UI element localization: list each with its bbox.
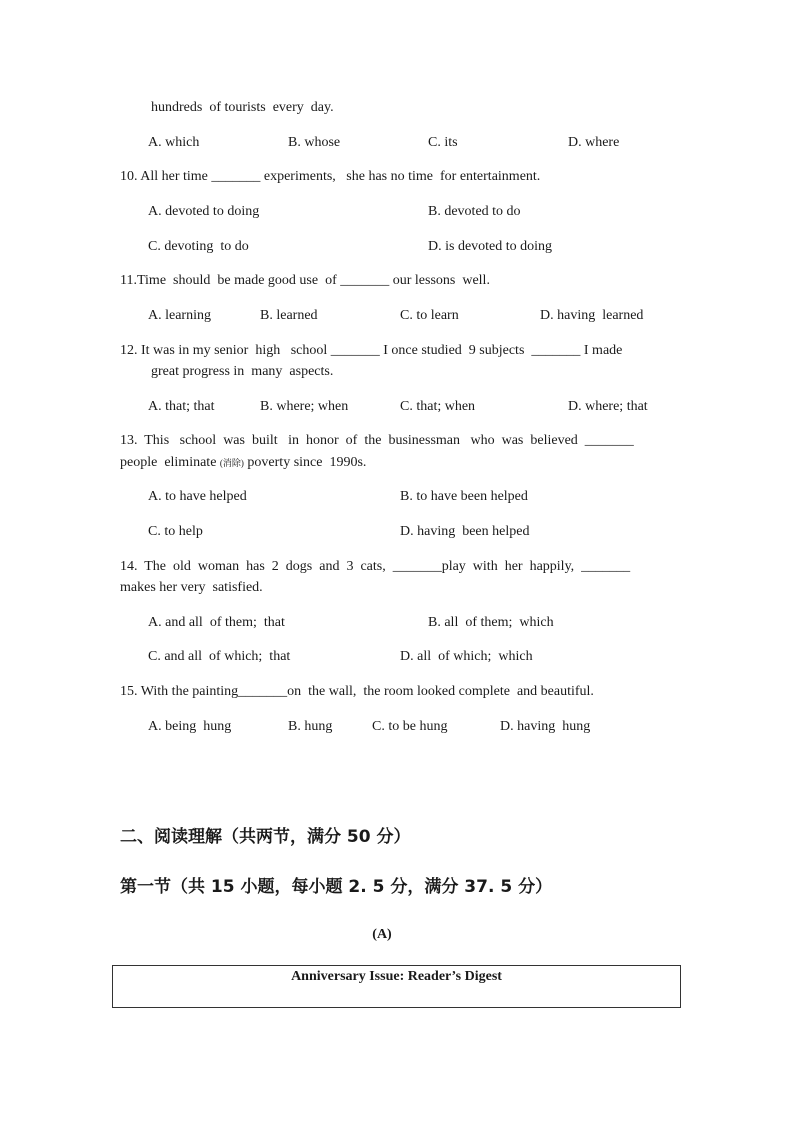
q13-option-d: D. having been helped	[400, 524, 530, 539]
q12-stem-line2: great progress in many aspects.	[151, 364, 334, 379]
q13-option-b: B. to have been helped	[400, 489, 528, 504]
q12-option-a: A. that; that	[148, 399, 215, 414]
q9-option-a: A. which	[148, 135, 200, 150]
q13-chinese-gloss: (消除)	[219, 458, 244, 468]
q13-stem-line2	[120, 454, 366, 472]
q11-option-c: C. to learn	[400, 308, 459, 323]
q15-option-b: B. hung	[288, 719, 333, 734]
q14-option-c: C. and all of which; that	[148, 649, 291, 664]
q13-stem-text-a: people eliminate	[120, 455, 220, 470]
q11-stem: 11.Time should be made good use of _______ our lessons well.	[120, 273, 490, 288]
q11-option-d: D. having learned	[540, 308, 644, 323]
q14-option-a: A. and all of them; that	[148, 615, 285, 630]
q15-option-d: D. having hung	[500, 719, 591, 734]
q9-option-c: C. its	[428, 135, 458, 150]
q13-stem-text-b: poverty since 1990s.	[243, 455, 367, 470]
q13-stem-line1: 13. This school was built in honor of the businessman who was believed _______	[120, 433, 634, 448]
q10-option-d: D. is devoted to doing	[428, 239, 553, 254]
q11-option-b: B. learned	[260, 308, 318, 323]
passage-box	[112, 965, 681, 1008]
q12-option-b: B. where; when	[260, 399, 349, 414]
q15-option-c: C. to be hung	[372, 719, 448, 734]
q9-option-b: B. whose	[288, 135, 341, 150]
q15-stem: 15. With the painting_______on the wall, the room looked complete and beautiful.	[120, 684, 594, 699]
q14-option-d: D. all of which; which	[400, 649, 533, 664]
q14-stem-line2: makes her very satisfied.	[120, 580, 263, 595]
q15-option-a: A. being hung	[148, 719, 232, 734]
q10-option-a: A. devoted to doing	[148, 204, 260, 219]
q14-stem-line1: 14. The old woman has 2 dogs and 3 cats, _______play with her happily, _______	[120, 559, 631, 574]
passage-box-title: Anniversary Issue: Reader’s Digest	[291, 969, 502, 984]
q12-option-c: C. that; when	[400, 399, 476, 414]
q10-option-b: B. devoted to do	[428, 204, 521, 219]
section-title: 二、阅读理解（共两节，满分 50 分）	[120, 827, 411, 847]
q10-stem: 10. All her time _______ experiments, she has no time for entertainment.	[120, 169, 541, 184]
q9-stem-continuation: hundreds of tourists every day.	[151, 100, 334, 115]
q11-option-a: A. learning	[148, 308, 211, 323]
q12-option-d: D. where; that	[568, 399, 648, 414]
q10-option-c: C. devoting to do	[148, 239, 249, 254]
q9-option-d: D. where	[568, 135, 620, 150]
q13-option-c: C. to help	[148, 524, 203, 539]
section-subtitle: 第一节（共 15 小题，每小题 2. 5 分，满分 37. 5 分）	[120, 877, 553, 897]
q14-option-b: B. all of them; which	[428, 615, 554, 630]
passage-label: (A)	[372, 927, 392, 942]
q12-stem-line1: 12. It was in my senior high school _______ I once studied 9 subjects _______ I made	[120, 343, 623, 358]
q13-option-a: A. to have helped	[148, 489, 247, 504]
